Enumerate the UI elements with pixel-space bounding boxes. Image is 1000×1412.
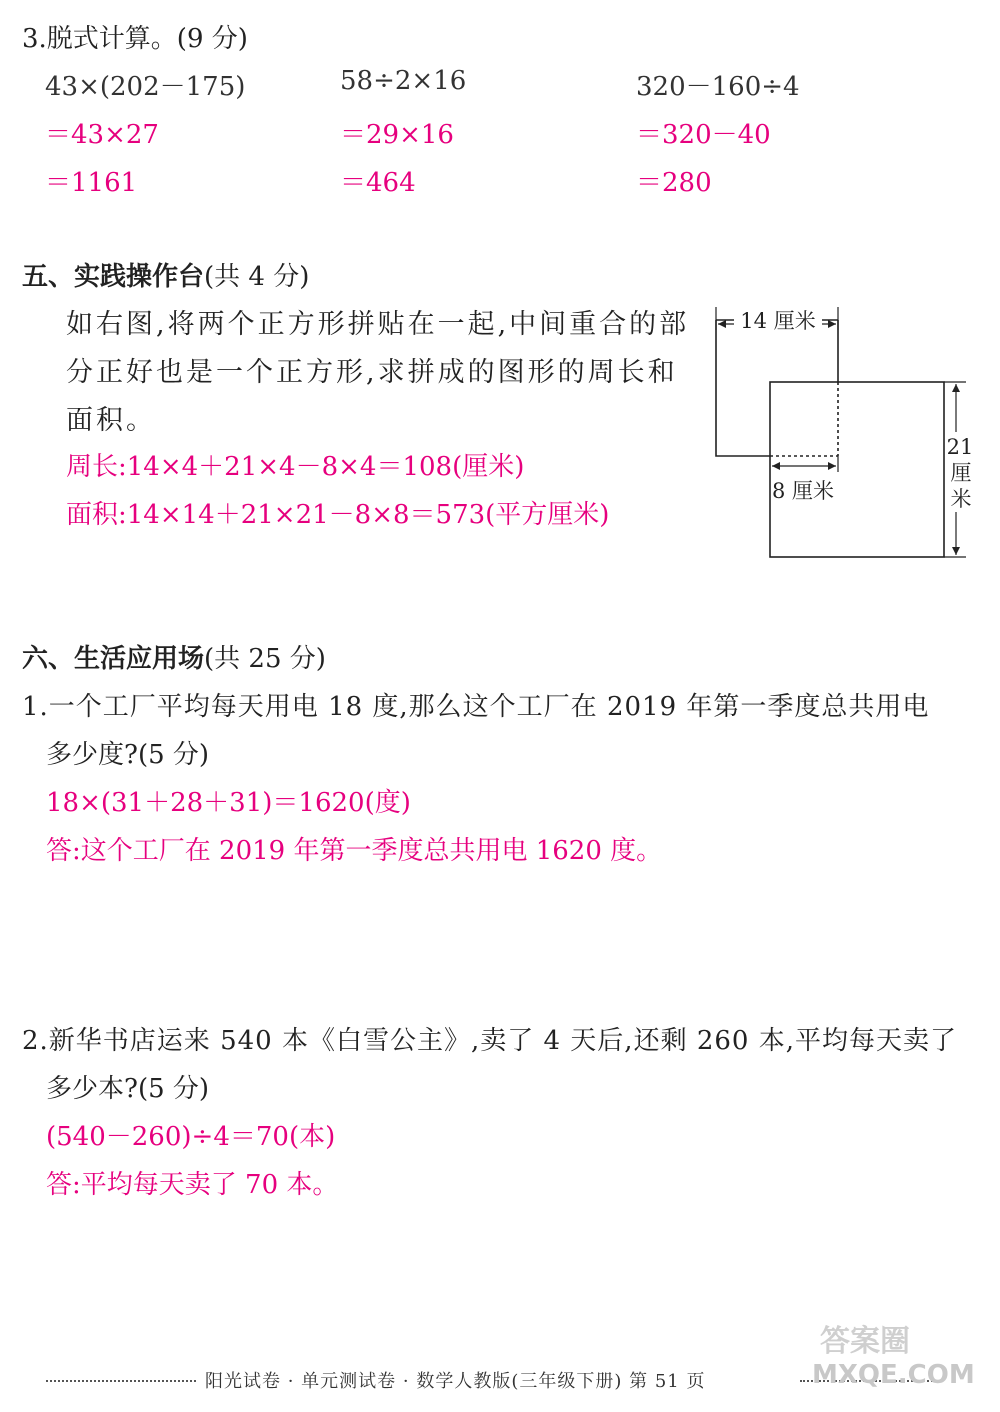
q1-text-line1: 1.一个工厂平均每天用电 18 度,那么这个工厂在 2019 年第一季度总共用电: [22, 692, 930, 722]
q1-calc: 18×(31＋28＋31)＝1620(度): [46, 788, 411, 818]
calc-problem-2-expr: 58÷2×16: [340, 66, 467, 96]
mid-dim-arrow-right: [828, 462, 836, 470]
q1-answer: 答:这个工厂在 2019 年第一季度总共用电 1620 度。: [46, 836, 663, 866]
calc-problem-2-step1: ＝29×16: [340, 120, 454, 150]
mid-dim-label: 8 厘米: [772, 479, 835, 503]
small-square-outline: [716, 320, 770, 456]
calc-problem-1-step1: ＝43×27: [45, 120, 159, 150]
calc-problem-1-expr: 43×(202－175): [45, 72, 246, 102]
right-dim-arrow-bottom: [952, 547, 960, 555]
section6-score: (共 25 分): [204, 644, 326, 674]
watermark-url: MXQE.COM: [812, 1360, 975, 1390]
footer-text: 阳光试卷 · 单元测试卷 · 数学人教版(三年级下册) 第 51 页: [205, 1371, 706, 1392]
mid-dim-arrow-left: [772, 462, 780, 470]
footer-dotted-rule-left: [46, 1380, 196, 1382]
section5-text-line2: 分正好也是一个正方形,求拼成的图形的周长和: [66, 357, 678, 388]
q2-calc: (540－260)÷4＝70(本): [46, 1122, 336, 1152]
watermark-logo: 答案圈: [820, 1324, 910, 1359]
q2-text-line2: 多少本?(5 分): [46, 1074, 210, 1104]
large-square-outline: [770, 382, 944, 557]
calc-section-title: 3.脱式计算。(9 分): [22, 24, 248, 54]
calc-problem-3-step1: ＝320－40: [636, 120, 771, 150]
section5-answer-area: 面积:14×14＋21×21－8×8＝573(平方厘米): [66, 500, 610, 530]
section6-title: 六、生活应用场: [22, 644, 205, 674]
section5-text-line3: 面积。: [66, 405, 156, 436]
top-dim-arrow-right: [828, 320, 836, 328]
q2-text-line1: 2.新华书店运来 540 本《白雪公主》,卖了 4 天后,还剩 260 本,平均每天卖了: [22, 1026, 957, 1056]
section5-heading: [22, 256, 309, 293]
q2-answer: 答:平均每天卖了 70 本。: [46, 1170, 339, 1200]
top-dim-arrow-left: [718, 320, 726, 328]
section5-answer-perimeter: 周长:14×4＋21×4－8×4＝108(厘米): [66, 452, 525, 482]
calc-problem-2-step2: ＝464: [340, 168, 416, 198]
section5-score: (共 4 分): [204, 262, 310, 292]
right-dim-arrow-top: [952, 384, 960, 392]
section5-text-line1: 如右图,将两个正方形拼贴在一起,中间重合的部: [66, 309, 690, 340]
section6-heading: [22, 638, 326, 675]
top-dim-label: 14 厘米: [740, 309, 816, 333]
calc-problem-1-step2: ＝1161: [45, 168, 138, 198]
right-dim-label-unit2: 米: [950, 487, 972, 511]
q1-text-line2: 多少度?(5 分): [46, 740, 210, 770]
right-dim-label-unit1: 厘: [950, 461, 972, 485]
section5-title: 五、实践操作台: [22, 262, 205, 292]
calc-problem-3-step2: ＝280: [636, 168, 712, 198]
right-dim-label-num: 21: [946, 435, 974, 459]
calc-problem-3-expr: 320－160÷4: [636, 72, 800, 102]
overlapping-squares-figure: [700, 300, 990, 575]
